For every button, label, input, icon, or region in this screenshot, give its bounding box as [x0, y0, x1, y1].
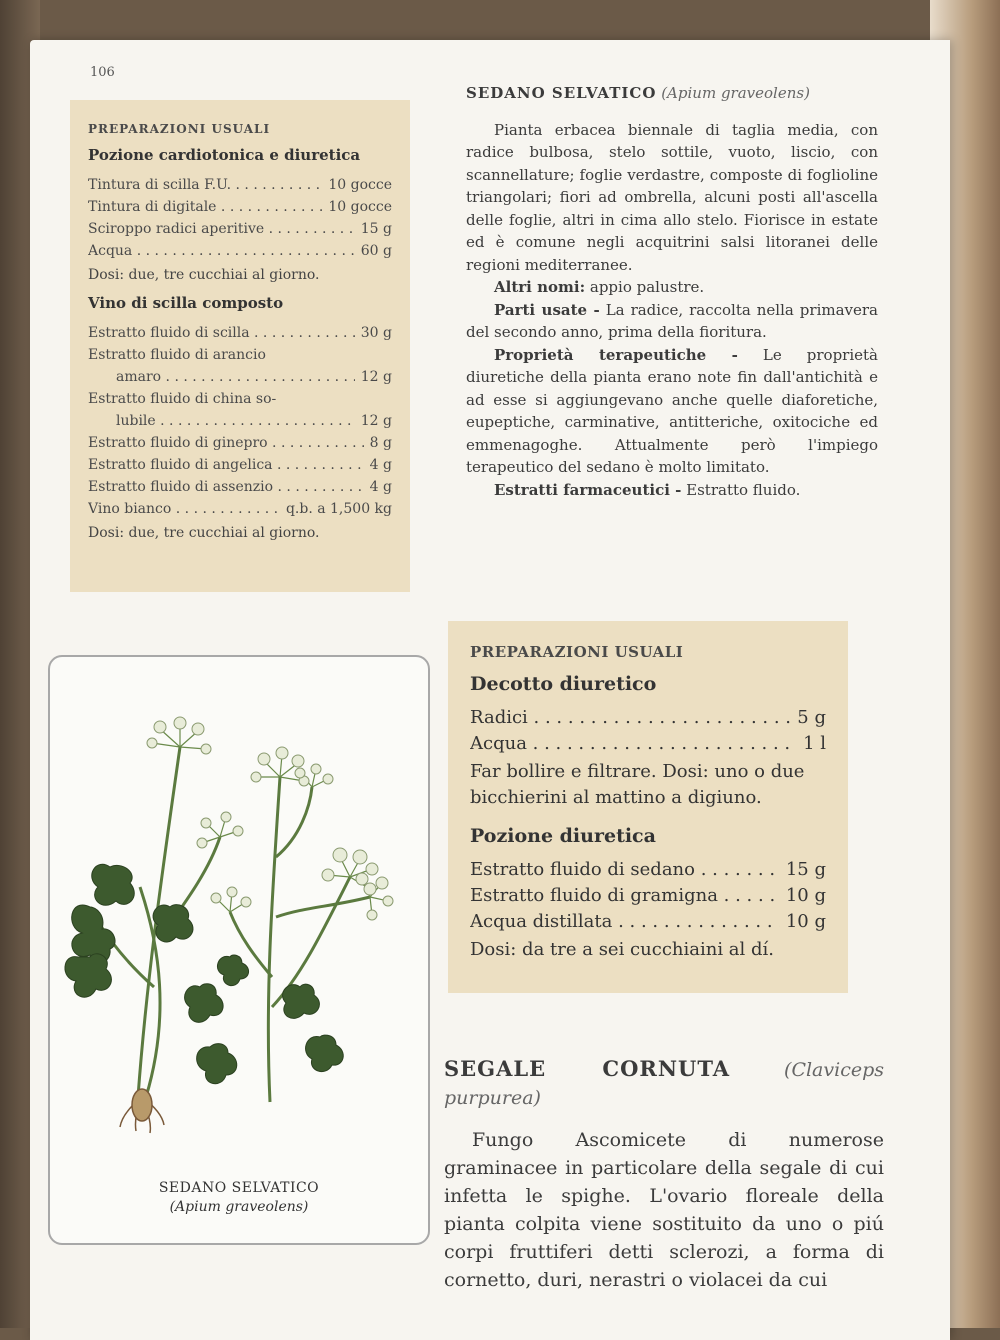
- paragraph-text: La radice, raccolta nella primavera del secondo anno, prima della fioritura.: [466, 300, 878, 341]
- preparations-box-right: [448, 621, 848, 993]
- ingredient-row: [470, 883, 826, 909]
- recipe-title: Decotto diuretico: [470, 673, 657, 695]
- paragraph-text: Estratto fluido.: [686, 480, 801, 499]
- ingredient-qty: 8 g: [364, 432, 392, 454]
- section-title: SEDANO SELVATICO: [466, 84, 657, 102]
- ingredient-row: [88, 432, 392, 454]
- ingredient-row: [88, 240, 392, 262]
- section-latin-name: (Apium graveolens): [661, 84, 810, 102]
- ingredient-name: Acqua . . .: [470, 731, 797, 757]
- ingredient-name: Vino bianco . . .: [88, 498, 280, 520]
- ingredient-qty: 10 gocce: [322, 196, 392, 218]
- ingredient-name: Estratto fluido di gramigna . . .: [470, 883, 780, 909]
- altri-nomi-paragraph: [466, 276, 878, 299]
- ingredient-line: Estratto fluido di china so-: [88, 391, 277, 407]
- ingredient-row: [88, 498, 392, 520]
- recipe-title: Vino di scilla composto: [88, 294, 284, 312]
- ingredient-row: [470, 909, 826, 935]
- ingredient-name: Estratto fluido di assenzio . . .: [88, 476, 364, 498]
- ingredient-row: [88, 366, 392, 388]
- caption-latin-name: (Apium graveolens): [169, 1199, 309, 1215]
- ingredient-name: Acqua distillata . . .: [470, 909, 780, 935]
- ingredient-qty: q.b. a 1,500 kg: [280, 498, 392, 520]
- ingredient-row: [470, 857, 826, 883]
- section-title: SEGALE CORNUTA: [444, 1056, 731, 1081]
- ingredient-qty: 15 g: [355, 218, 392, 240]
- recipe-title: Pozione diuretica: [470, 825, 656, 847]
- ingredient-qty: 30 g: [355, 322, 392, 344]
- ingredient-row: [88, 476, 392, 498]
- section-latin-name: (Claviceps purpurea): [444, 1059, 884, 1109]
- ingredient-name: lubile . . .: [116, 410, 355, 432]
- paragraph-label: Parti usate -: [494, 300, 600, 319]
- description-paragraph: Fungo Ascomicete di numerose graminacee in particolare della segale di cui infetta le spighe. L'ovario floreale della pianta colpita viene sostituito da uno o piú corpi fruttiferi detti sclerozi, a forma di cornetto, duri, nerastri o violacei da cui: [444, 1129, 884, 1291]
- ingredient-qty: 12 g: [355, 366, 392, 388]
- paragraph-text: Le proprietà diuretiche della pianta erano note fin dall'antichità e ad esse si aggiungevano anche quelle diaforetiche, eupeptiche, carminative, antitteriche, oxitociche ed emmenagoghe. Attualmente però l'impiego terapeutico del sedano è molto limitato.: [466, 345, 878, 476]
- estratti-paragraph: [466, 479, 878, 502]
- ingredient-name: Radici . . .: [470, 705, 791, 731]
- ingredient-row: [88, 196, 392, 218]
- ingredient-qty: 10 gocce: [322, 174, 392, 196]
- dosage-note: Dosi: da tre a sei cucchiaini al dí.: [470, 939, 775, 960]
- paragraph-label: Altri nomi:: [494, 278, 586, 296]
- figure-caption: [50, 1179, 428, 1217]
- ingredient-name: Estratto fluido di ginepro . . .: [88, 432, 364, 454]
- parti-usate-paragraph: [466, 299, 878, 344]
- paragraph-text: appio palustre.: [589, 278, 705, 296]
- recipe-title: Pozione cardiotonica e diuretica: [88, 146, 361, 164]
- section-sedano: [466, 82, 878, 501]
- ingredient-row: [470, 731, 826, 757]
- ingredient-name: Estratto fluido di sedano . . .: [470, 857, 780, 883]
- box-heading: PREPARAZIONI USUALI: [470, 643, 684, 661]
- ingredient-row: [88, 410, 392, 432]
- section-segale: [444, 1055, 884, 1294]
- ingredient-row: [88, 218, 392, 240]
- ingredient-row: [88, 454, 392, 476]
- box-heading: PREPARAZIONI USUALI: [88, 122, 271, 136]
- ingredient-name: Estratto fluido di angelica . . .: [88, 454, 364, 476]
- ingredient-qty: 10 g: [780, 909, 826, 935]
- preparations-box-left: [70, 100, 410, 592]
- ingredient-row: [470, 705, 826, 731]
- ingredient-name: amaro . . .: [116, 366, 355, 388]
- ingredient-row: [88, 174, 392, 196]
- ingredient-qty: 12 g: [355, 410, 392, 432]
- ingredient-line: Estratto fluido di arancio: [88, 347, 266, 363]
- ingredient-name: Sciroppo radici aperitive . . .: [88, 218, 355, 240]
- ingredient-name: Estratto fluido di scilla . . .: [88, 322, 355, 344]
- ingredient-qty: 4 g: [364, 454, 392, 476]
- page-number: 106: [90, 65, 115, 80]
- proprieta-paragraph: [466, 344, 878, 479]
- paragraph-label: Estratti farmaceutici -: [494, 480, 682, 499]
- dosage-note: Dosi: due, tre cucchiai al giorno.: [88, 267, 320, 283]
- caption-title: SEDANO SELVATICO: [158, 1180, 320, 1196]
- ingredient-qty: 10 g: [780, 883, 826, 909]
- dosage-note: Dosi: due, tre cucchiai al giorno.: [88, 525, 320, 541]
- ingredient-qty: 4 g: [364, 476, 392, 498]
- dosage-note: Far bollire e filtrare. Dosi: uno o due bicchierini al mattino a digiuno.: [470, 761, 805, 808]
- ingredient-qty: 5 g: [791, 705, 826, 731]
- ingredient-name: Acqua . . .: [88, 240, 355, 262]
- ingredient-name: Tintura di scilla F.U. . . .: [88, 174, 322, 196]
- celery-plant-illustration: [50, 657, 428, 1243]
- ingredient-qty: 15 g: [780, 857, 826, 883]
- ingredient-name: Tintura di digitale . . .: [88, 196, 322, 218]
- ingredient-row: [88, 322, 392, 344]
- plant-illustration-card: [48, 655, 430, 1245]
- description-paragraph: Pianta erbacea biennale di taglia media, con radice bulbosa, stelo sottile, vuoto, liscio, con scannellature; foglie verdastre, composte di foglioline triangolari; fiori ad ombrella, alcuni posti all'ascella delle foglie, altri in cima allo stelo. Fiorisce in estate ed è comune negli acquitrini salsi litoranei delle regioni mediterranee.: [466, 120, 878, 274]
- ingredient-qty: 60 g: [355, 240, 392, 262]
- ingredient-qty: 1 l: [797, 731, 826, 757]
- paragraph-label: Proprietà terapeutiche -: [494, 345, 738, 364]
